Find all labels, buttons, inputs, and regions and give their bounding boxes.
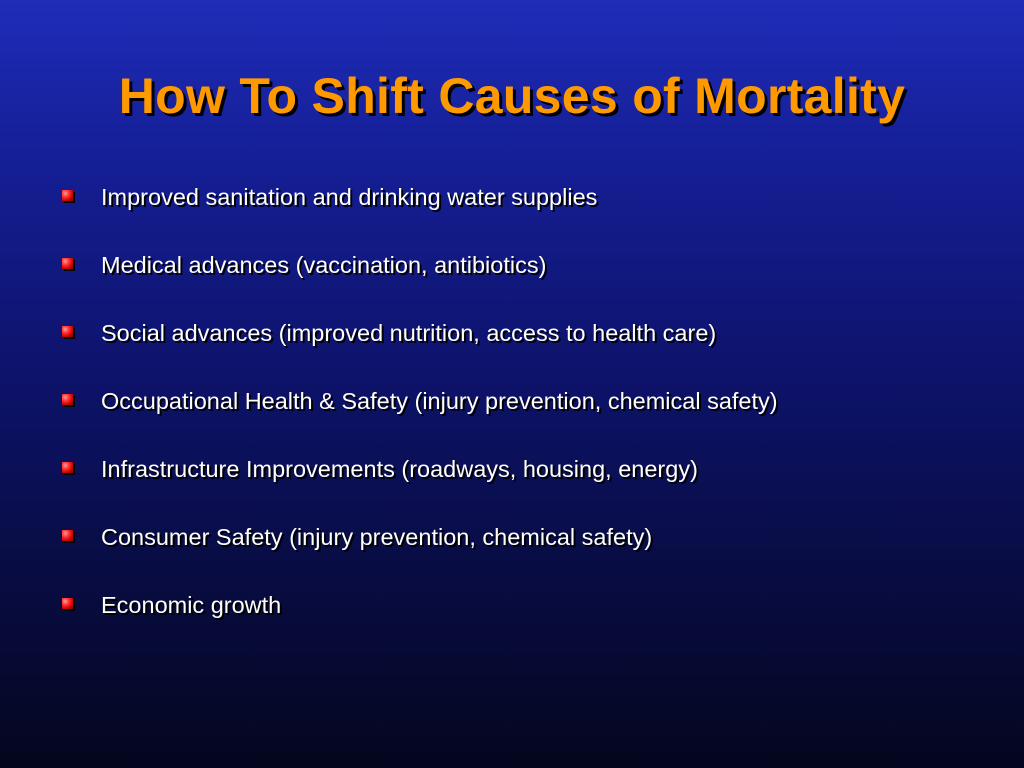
bullet-text: Economic growth — [101, 592, 282, 618]
list-item — [0, 452, 1024, 486]
list-item — [0, 316, 1024, 350]
square-bullet-icon — [62, 326, 73, 337]
bullet-text: Consumer Safety (injury prevention, chemical safety) — [101, 524, 653, 550]
square-bullet-icon — [62, 190, 73, 201]
square-bullet-icon — [62, 462, 73, 473]
square-bullet-icon — [62, 394, 73, 405]
bullet-text: Infrastructure Improvements (roadways, housing, energy) — [101, 456, 698, 482]
list-item — [0, 520, 1024, 554]
list-item — [0, 180, 1024, 214]
list-item — [0, 588, 1024, 622]
bullet-text: Social advances (improved nutrition, access to health care) — [101, 320, 717, 346]
square-bullet-icon — [62, 598, 73, 609]
slide-title: How To Shift Causes of Mortality — [118, 68, 906, 124]
bullet-text: Improved sanitation and drinking water supplies — [101, 184, 598, 210]
list-item — [0, 248, 1024, 282]
bullet-text: Occupational Health & Safety (injury prevention, chemical safety) — [101, 388, 778, 414]
square-bullet-icon — [62, 258, 73, 269]
list-item — [0, 384, 1024, 418]
bullet-text: Medical advances (vaccination, antibiotics) — [101, 252, 547, 278]
square-bullet-icon — [62, 530, 73, 541]
